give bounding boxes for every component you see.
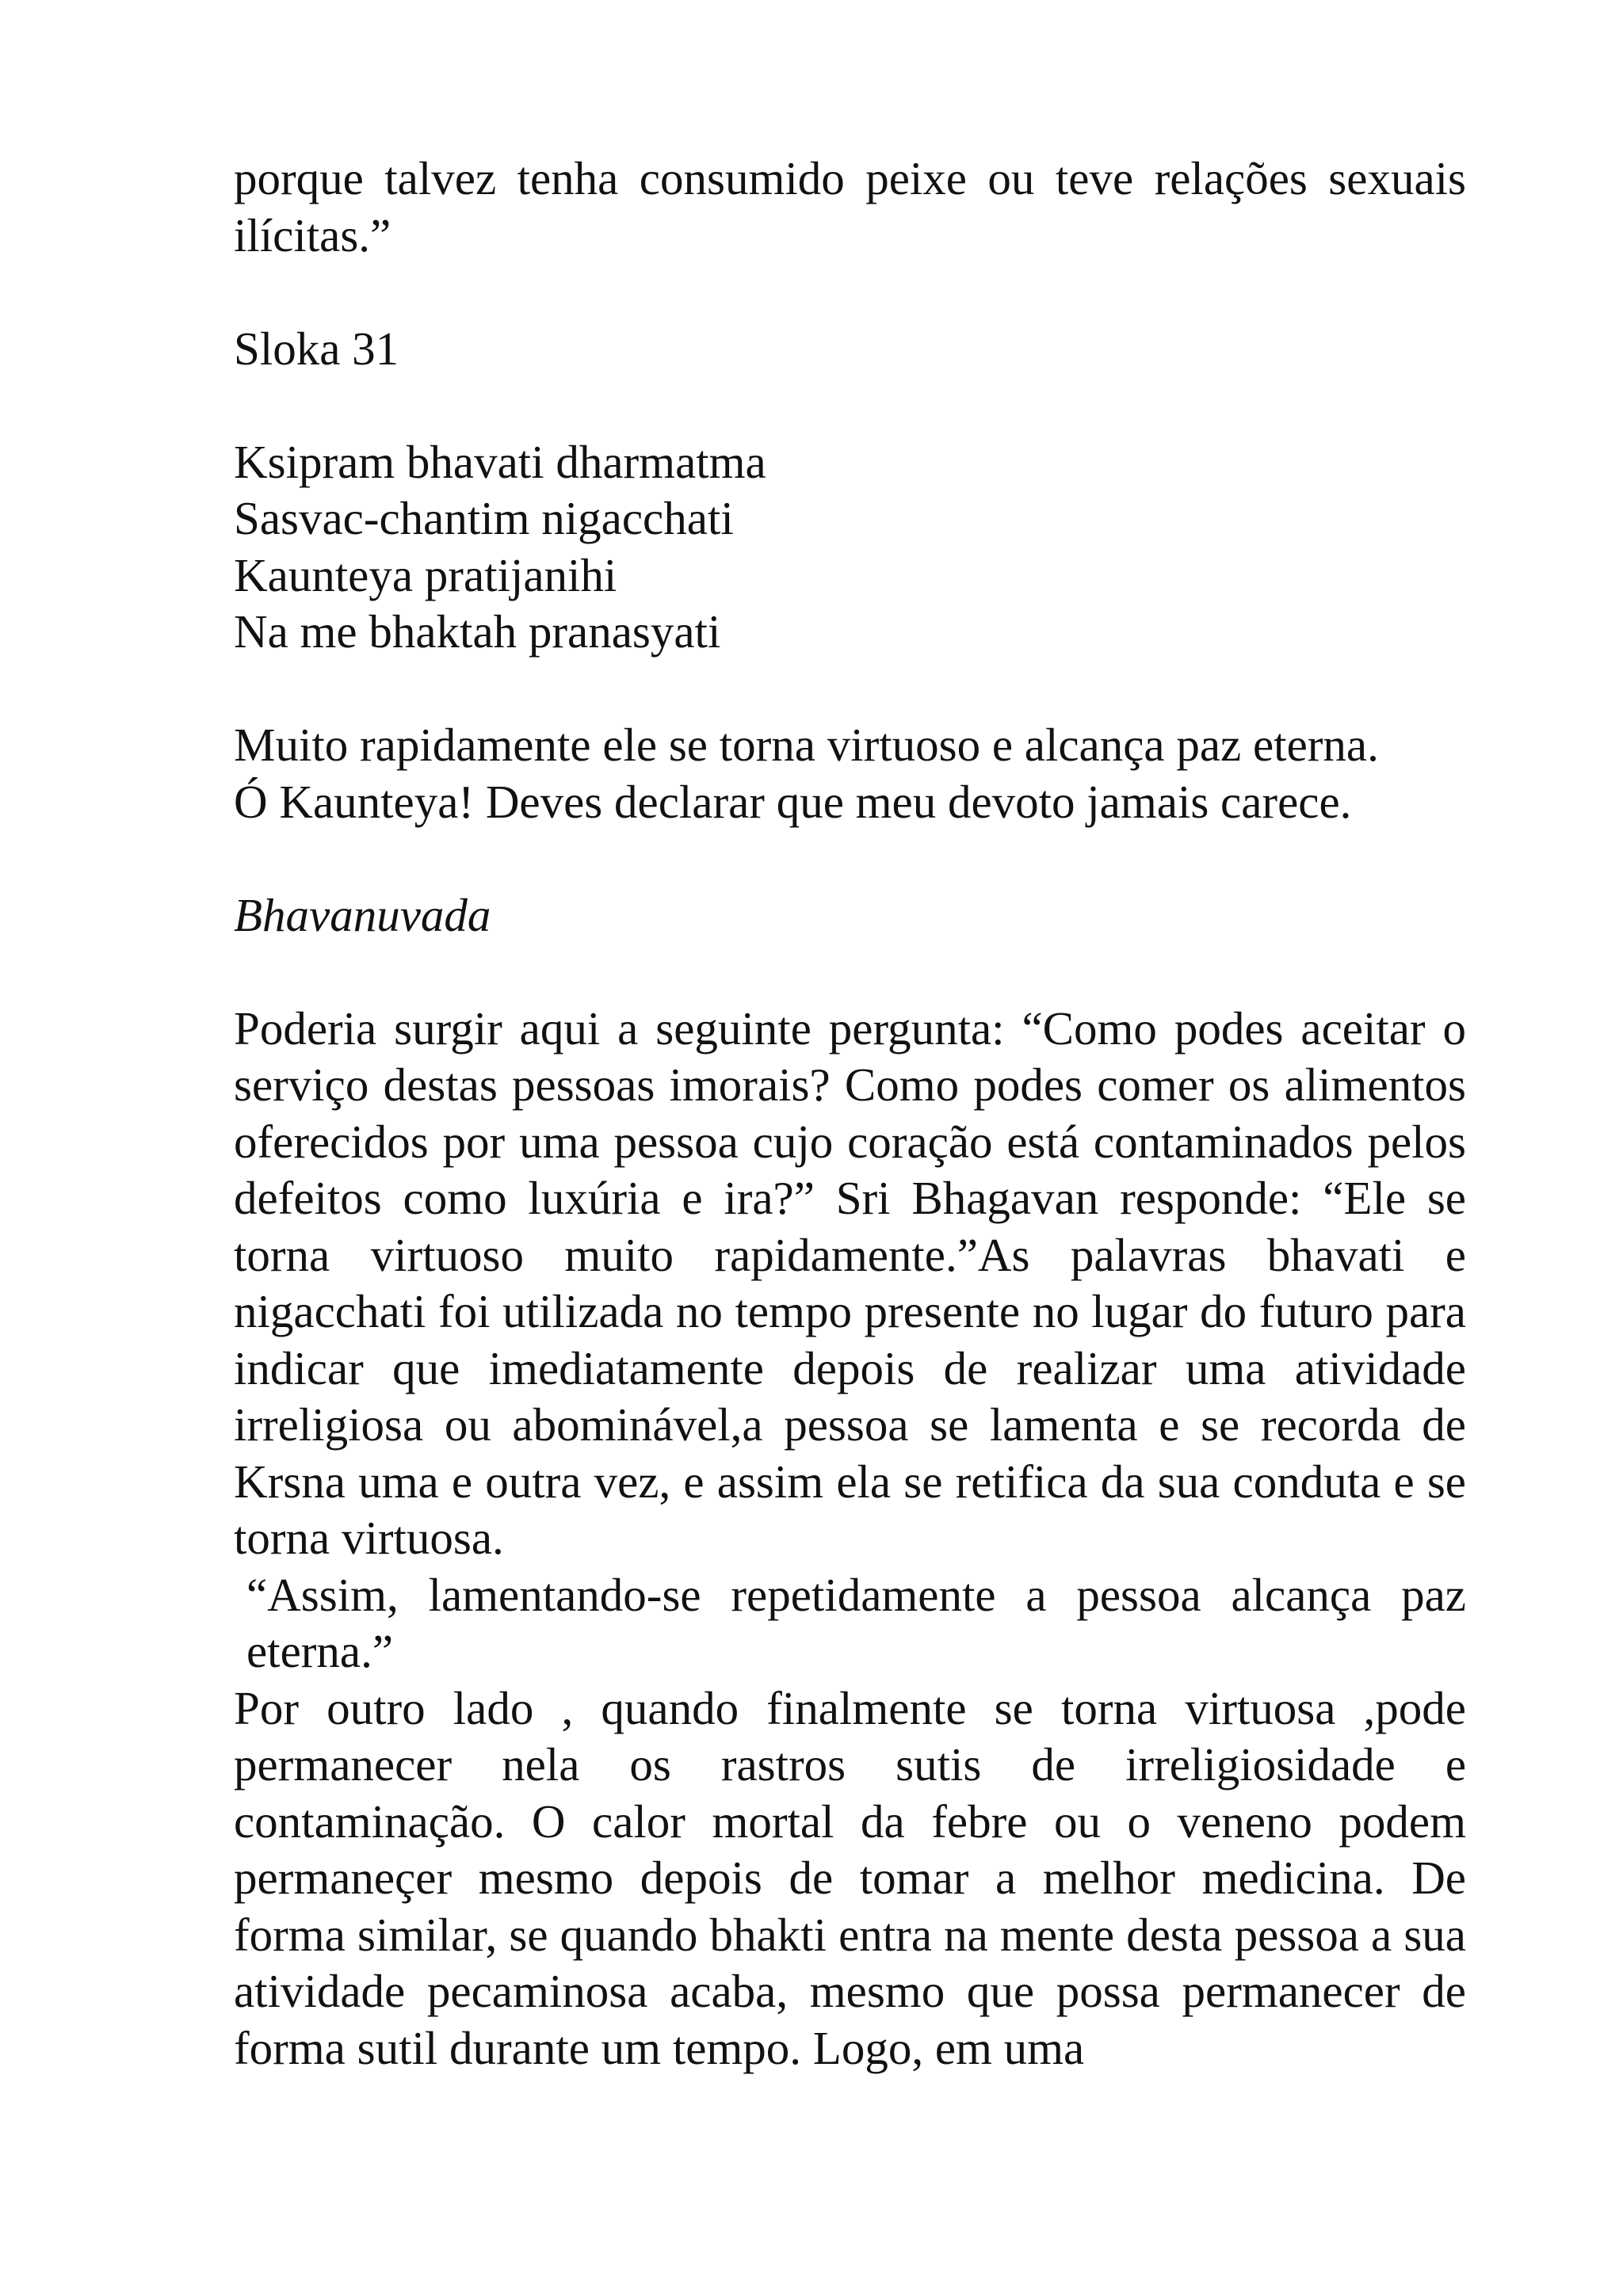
spacer	[234, 830, 1466, 887]
translation-line: Ó Kaunteya! Deves declarar que meu devoto jamais carece.	[234, 775, 1352, 828]
commentary-paragraph: “Assim, lamentando-se repetidamente a pessoa alcança paz eterna.”	[246, 1568, 1466, 1677]
verse-line: Sasvac-chantim nigacchati	[234, 492, 734, 544]
verse-translation	[234, 717, 1466, 830]
verse-line: Na me bhaktah pranasyati	[234, 605, 721, 658]
verse-line: Ksipram bhavati dharmatma	[234, 435, 766, 488]
sloka-heading: Sloka 31	[234, 322, 399, 375]
spacer	[234, 944, 1466, 1001]
document-page	[234, 151, 1466, 2077]
commentary-paragraph: Por outro lado , quando finalmente se torna virtuosa ,pode permanecer nela os rastros sutis de irreligiosidade e contaminação. O calor mortal da febre ou o veneno podem permaneçer mesmo depois de tomar a melhor medicina. De forma similar, se quando bhakti entra na mente desta pessoa a sua atividade pecaminosa acaba, mesmo que possa permanecer de forma sutil durante um tempo. Logo, em uma	[234, 1681, 1466, 2074]
verse-line: Kaunteya pratijanihi	[234, 548, 617, 601]
commentary-heading: Bhavanuvada	[234, 888, 491, 941]
opening-paragraph: porque talvez tenha consumido peixe ou teve relações sexuais ilícitas.”	[234, 152, 1466, 261]
spacer	[234, 661, 1466, 718]
sanskrit-verse	[234, 434, 1466, 661]
commentary-paragraph: Poderia surgir aqui a seguinte pergunta: “Como podes aceitar o serviço destas pessoas imorais? Como podes comer os alimentos oferecidos por uma pessoa cujo coração está contaminados pelos defeitos como luxúria e ira?” Sri Bhagavan responde: “Ele se torna virtuoso muito rapidamente.”As palavras bhavati e nigacchati foi utilizada no tempo presente no lugar do futuro para indicar que imediatamente depois de realizar uma atividade irreligiosa ou abominável,a pessoa se lamenta e se recorda de Krsna uma e outra vez, e assim ela se retifica da sua conduta e se torna virtuosa.	[234, 1001, 1466, 1564]
spacer	[234, 264, 1466, 321]
spacer	[234, 377, 1466, 434]
translation-line: Muito rapidamente ele se torna virtuoso e alcança paz eterna.	[234, 719, 1379, 771]
